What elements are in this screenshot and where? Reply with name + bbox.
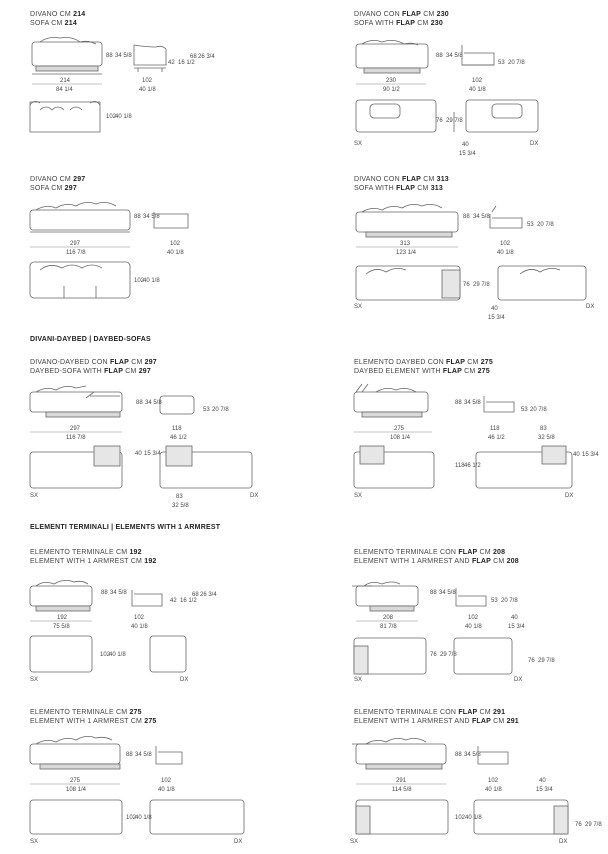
dim-seat: 42	[170, 598, 177, 604]
dim-right-depth-in: 29 7/8	[585, 822, 602, 828]
dim-width-in: 116 7/8	[66, 435, 86, 441]
dim-seat-in: 20 7/8	[508, 60, 525, 66]
label-sx: SX	[350, 839, 359, 845]
dim-flap: 40	[462, 142, 469, 148]
dim-top-depth: 118	[455, 463, 465, 469]
dim-depth-in: 40 1/8	[469, 87, 486, 93]
dim-height: 88	[136, 400, 143, 406]
dim-width-in: 90 1/2	[383, 87, 400, 93]
top-view	[30, 101, 100, 132]
dim-height-in: 34 5/8	[135, 752, 152, 758]
dim-top-depth-in: 40 1/8	[115, 114, 132, 120]
dim-right-width-in: 32 5/8	[538, 435, 555, 441]
dim-flap-in: 15 3/4	[488, 315, 505, 321]
dim-top-depth-in: 29 7/8	[446, 118, 463, 124]
label-sx: SX	[30, 839, 39, 845]
dim-height: 88	[455, 400, 462, 406]
dim-right-depth-in: 15 3/4	[582, 452, 599, 458]
dim-right-width: 83	[540, 426, 547, 432]
dim-seat: 53	[203, 407, 210, 413]
dim-top-depth-in: 40 1/8	[135, 815, 152, 821]
dim-height-in: 34 5/8	[110, 590, 127, 596]
dim-bottom-width-in: 32 5/8	[172, 503, 189, 509]
dim-depth: 118	[172, 426, 182, 432]
product-caption-3: DIVANO CM 297 SOFA CM 297	[30, 176, 86, 192]
product-caption-7: ELEMENTO TERMINALE CM 192 ELEMENT WITH 1 ARMREST CM 192	[30, 549, 157, 565]
dim-seat-in: 16 1/2	[180, 598, 197, 604]
section-title-daybed: DIVANI-DAYBED | DAYBED-SOFAS	[30, 336, 151, 343]
label-dx: DX	[234, 839, 243, 845]
product-caption-2: DIVANO CON FLAP CM 230 SOFA WITH FLAP CM 230	[354, 11, 449, 27]
label-dx: DX	[250, 493, 259, 499]
dim-seat2-in: 26 3/4	[200, 592, 217, 598]
dim-height-in: 34 5/8	[143, 214, 160, 220]
dim-top-depth-in: 40 1/8	[465, 815, 482, 821]
label-dx: DX	[559, 839, 568, 845]
dim-width: 275	[394, 426, 405, 432]
dim-depth-in: 40 1/8	[465, 624, 482, 630]
product-caption-9: ELEMENTO TERMINALE CM 275 ELEMENT WITH 1 ARMREST CM 275	[30, 709, 157, 725]
dim-depth: 102	[142, 78, 153, 84]
dim-height-in: 34 5/8	[464, 400, 481, 406]
dim-top-depth-in: 29 7/8	[473, 282, 490, 288]
label-dx: DX	[565, 493, 574, 499]
dim-width-in: 108 1/4	[390, 435, 411, 441]
dim-width: 297	[70, 241, 81, 247]
dim-height-in: 34 5/8	[473, 214, 490, 220]
dim-top-depth: 102	[126, 815, 137, 821]
dim-top-depth: 40	[135, 451, 142, 457]
dim-top-depth: 102	[455, 815, 466, 821]
label-sx: SX	[354, 677, 363, 683]
dim-depth: 102	[472, 78, 483, 84]
dim-width-in: 116 7/8	[66, 250, 86, 256]
dim-top-depth-in: 46 1/2	[464, 463, 481, 469]
dim-depth-in: 40 1/8	[158, 787, 175, 793]
dim-width-in: 114 5/8	[392, 787, 412, 793]
dim-flap-in: 15 3/4	[459, 151, 476, 157]
dim-height-in: 34 5/8	[145, 400, 162, 406]
dim-depth-in: 40 1/8	[131, 624, 148, 630]
dim-depth: 102	[468, 615, 479, 621]
dim-width: 214	[60, 78, 71, 84]
dim-seat2: 68	[192, 592, 199, 598]
dim-width: 208	[383, 615, 394, 621]
product-caption-5: DIVANO-DAYBED CON FLAP CM 297 DAYBED-SOFA WITH FLAP CM 297	[30, 359, 157, 375]
dim-seat-in: 20 7/8	[501, 598, 518, 604]
dim-height: 88	[455, 752, 462, 758]
dim-top-depth: 76	[436, 118, 443, 124]
dim-height: 88	[101, 590, 108, 596]
dim-flap: 40	[539, 778, 546, 784]
dim-depth: 102	[134, 615, 145, 621]
dim-seat-in: 20 7/8	[537, 222, 554, 228]
product-caption-4: DIVANO CON FLAP CM 313 SOFA WITH FLAP CM 313	[354, 176, 449, 192]
dim-flap: 40	[491, 306, 498, 312]
label-sx: SX	[354, 493, 363, 499]
dim-height: 88	[106, 53, 113, 59]
product-caption-1: DIVANO CM 214 SOFA CM 214	[30, 11, 86, 27]
dim-right-depth: 76	[528, 658, 535, 664]
dim-depth-in: 40 1/8	[497, 250, 514, 256]
dim-top-depth: 76	[463, 282, 470, 288]
dim-width-in: 123 1/4	[396, 250, 417, 256]
product-caption-6: ELEMENTO DAYBED CON FLAP CM 275 DAYBED ELEMENT WITH FLAP CM 275	[354, 359, 493, 375]
dim-depth-in: 40 1/8	[485, 787, 502, 793]
dim-seat: 53	[527, 222, 534, 228]
dim-top-depth: 102	[106, 114, 117, 120]
dim-right-depth: 40	[573, 452, 580, 458]
dim-depth-in: 46 1/2	[170, 435, 187, 441]
dim-width: 275	[70, 778, 81, 784]
dim-right-depth-in: 29 7/8	[538, 658, 555, 664]
dim-seat-in: 20 7/8	[212, 407, 229, 413]
dim-height: 88	[430, 590, 437, 596]
dim-height-in: 34 5/8	[446, 53, 463, 59]
label-dx: DX	[586, 304, 595, 310]
dim-depth: 118	[490, 426, 500, 432]
dim-width: 291	[396, 778, 407, 784]
label-sx: SX	[30, 677, 39, 683]
dim-width-in: 75 5/8	[53, 624, 70, 630]
dim-width-in: 108 1/4	[66, 787, 87, 793]
dim-depth: 102	[488, 778, 499, 784]
dim-bottom-width: 83	[176, 494, 183, 500]
dim-seat: 42	[168, 60, 175, 66]
dim-seat2: 68	[190, 54, 197, 60]
side-view	[134, 45, 166, 72]
dim-depth: 102	[161, 778, 172, 784]
dim-height-in: 34 5/8	[115, 53, 132, 59]
dim-top-depth-in: 40 1/8	[109, 652, 126, 658]
dim-width: 313	[400, 241, 411, 247]
dim-depth: 102	[500, 241, 511, 247]
dim-seat: 53	[498, 60, 505, 66]
label-sx: SX	[354, 304, 363, 310]
label-sx: SX	[354, 141, 363, 147]
dim-top-depth-in: 15 3/4	[144, 451, 161, 457]
label-dx: DX	[180, 677, 189, 683]
dim-right-depth: 76	[575, 822, 582, 828]
dim-height: 88	[134, 214, 141, 220]
dim-flap-in: 15 3/4	[536, 787, 553, 793]
dim-seat-in: 20 7/8	[530, 407, 547, 413]
dim-width-in: 81 7/8	[380, 624, 397, 630]
front-view	[32, 38, 102, 75]
dim-width: 230	[386, 78, 397, 84]
dim-width-in: 84 1/4	[56, 87, 73, 93]
label-dx: DX	[514, 677, 523, 683]
dim-depth-in: 46 1/2	[488, 435, 505, 441]
dim-height-in: 34 5/8	[439, 590, 456, 596]
dim-top-depth: 102	[100, 652, 111, 658]
section-title-terminal: ELEMENTI TERMINALI | ELEMENTS WITH 1 ARMREST	[30, 524, 221, 531]
dim-top-depth-in: 40 1/8	[143, 278, 160, 284]
label-dx: DX	[530, 141, 539, 147]
dim-width: 192	[57, 615, 68, 621]
dim-depth: 102	[170, 241, 181, 247]
dim-seat2-in: 26 3/4	[198, 54, 215, 60]
dim-height: 88	[126, 752, 133, 758]
dim-seat-in: 16 1/2	[178, 60, 195, 66]
dim-top-depth-in: 29 7/8	[440, 652, 457, 658]
dim-height: 88	[436, 53, 443, 59]
dim-top-depth: 102	[134, 278, 145, 284]
dim-flap-in: 15 3/4	[508, 624, 525, 630]
product-caption-10: ELEMENTO TERMINALE CON FLAP CM 291 ELEMENT WITH 1 ARMREST AND FLAP CM 291	[354, 709, 519, 725]
label-sx: SX	[30, 493, 39, 499]
dim-depth-in: 40 1/8	[139, 87, 156, 93]
dim-seat: 53	[521, 407, 528, 413]
dim-depth-in: 40 1/8	[167, 250, 184, 256]
dim-flap: 40	[511, 615, 518, 621]
dim-seat: 53	[491, 598, 498, 604]
dim-width: 297	[70, 426, 81, 432]
dim-height-in: 34 5/8	[464, 752, 481, 758]
product-caption-8: ELEMENTO TERMINALE CON FLAP CM 208 ELEMENT WITH 1 ARMREST AND FLAP CM 208	[354, 549, 519, 565]
dim-top-depth: 76	[430, 652, 437, 658]
dim-height: 88	[463, 214, 470, 220]
